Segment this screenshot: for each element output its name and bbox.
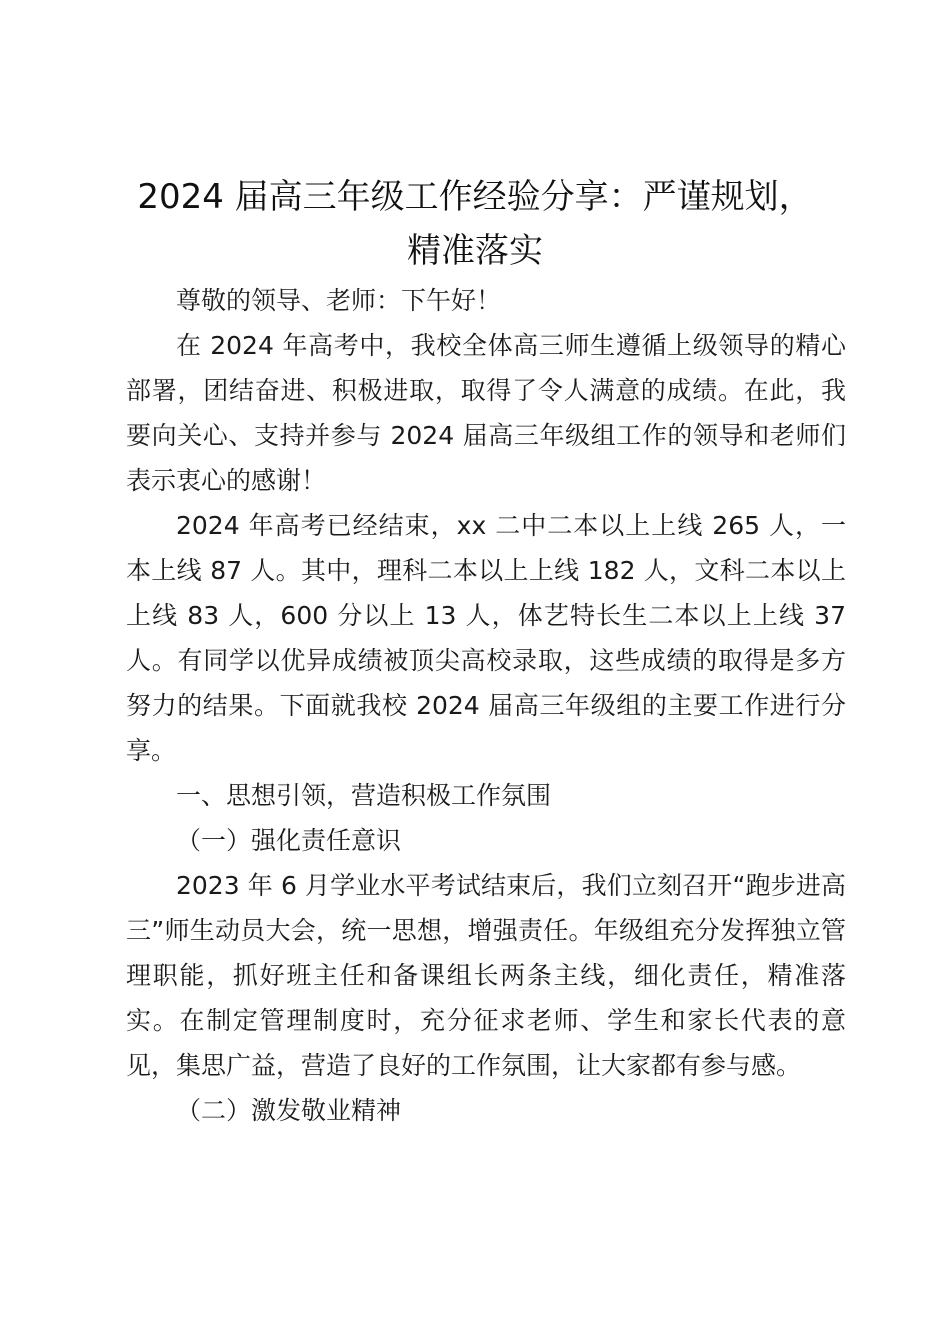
paragraph-2: 2024 年高考已经结束，xx 二中二本以上上线 265 人，一本上线 87 人。其中，理科二本以上上线 182 人，文科二本以上上线 83 人，600 分以上 13 人，体艺特长生二本以上上线 37 人。有同学以优异成绩被顶尖高校录取，这些成绩的取得是多方努力的结果。下面就我校 2024 届高三年级组的主要工作进行分享。 — [126, 511, 846, 765]
title-line-2: 精准落实 — [407, 231, 543, 271]
paragraph-1: 在 2024 年高考中，我校全体高三师生遵循上级领导的精心部署，团结奋进、积极进取，取得了令人满意的成绩。在此，我要向关心、支持并参与 2024 届高三年级组工作的领导和老师们表示衷心的感谢！ — [126, 331, 846, 495]
document-body — [126, 278, 846, 1133]
document-title — [110, 170, 840, 278]
paragraph-3: 2023 年 6 月学业水平考试结束后，我们立刻召开“跑步进高三”师生动员大会，统一思想，增强责任。年级组充分发挥独立管理职能，抓好班主任和备课组长两条主线，细化责任，精准落实。在制定管理制度时，充分征求老师、学生和家长代表的意见，集思广益，营造了良好的工作氛围，让大家都有参与感。 — [126, 871, 846, 1080]
title-line-1: 2024 届高三年级工作经验分享：严谨规划， — [137, 177, 813, 217]
subsection-heading-2: （二）激发敬业精神 — [176, 1096, 402, 1125]
section-heading-1: 一、思想引领，营造积极工作氛围 — [176, 781, 552, 810]
greeting: 尊敬的领导、老师：下午好！ — [176, 286, 502, 315]
subsection-heading-1: （一）强化责任意识 — [176, 826, 402, 855]
